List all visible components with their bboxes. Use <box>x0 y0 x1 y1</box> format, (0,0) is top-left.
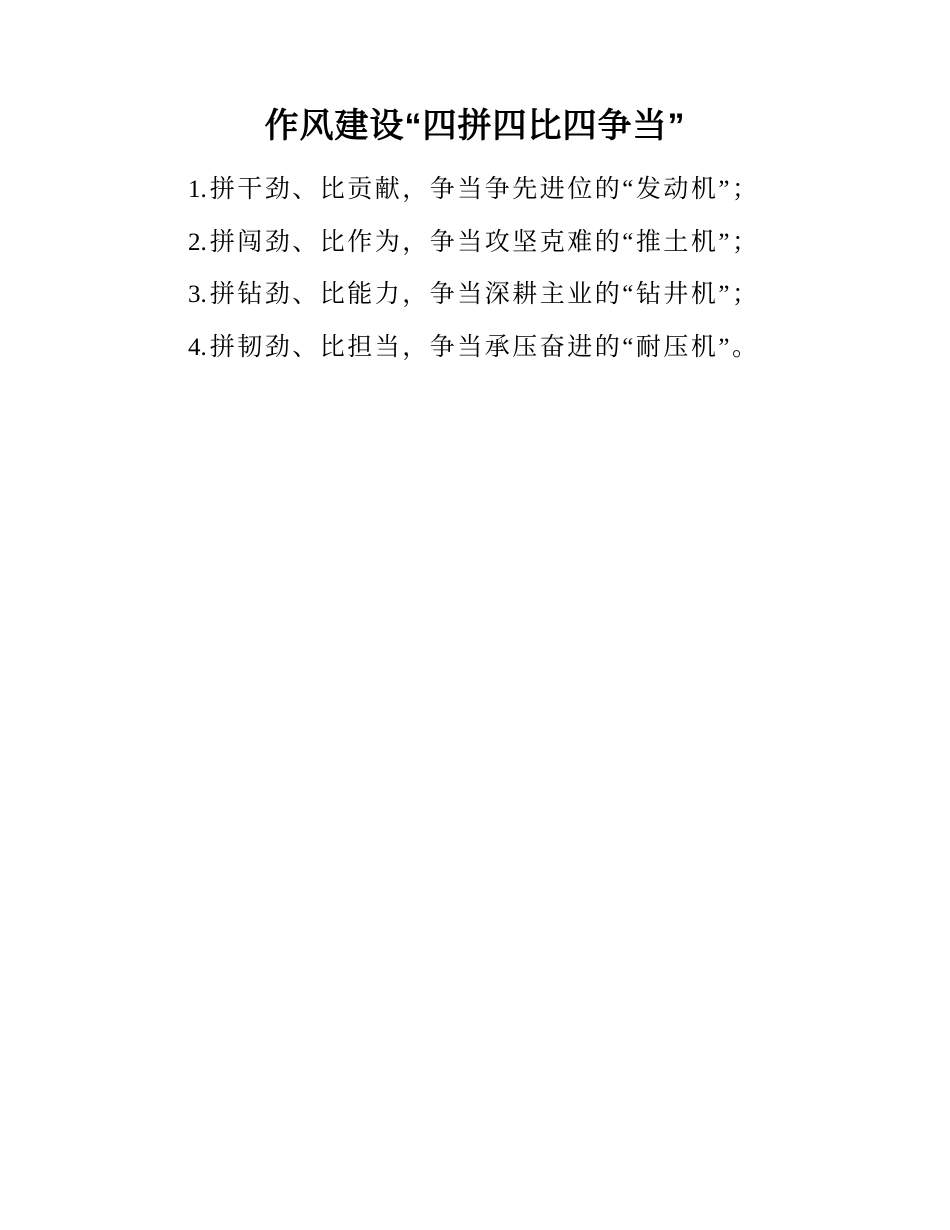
item-number: 3. <box>188 281 207 308</box>
list-item <box>188 217 800 270</box>
list-item <box>188 164 800 217</box>
item-text: 拼钻劲、比能力，争当深耕主业的“钻井机”； <box>209 281 760 308</box>
item-number: 1. <box>188 176 207 203</box>
item-text: 拼干劲、比贡献，争当争先进位的“发动机”； <box>209 176 760 203</box>
list-item <box>188 269 800 322</box>
document-title: 作风建设“四拼四比四争当” <box>264 107 686 145</box>
item-text: 拼闯劲、比作为，争当攻坚克难的“推土机”； <box>209 228 760 256</box>
item-number: 2. <box>188 228 207 256</box>
slogan-list <box>188 164 800 374</box>
list-item <box>188 322 800 375</box>
item-number: 4. <box>188 333 207 361</box>
item-text: 拼韧劲、比担当，争当承压奋进的“耐压机”。 <box>209 333 760 361</box>
